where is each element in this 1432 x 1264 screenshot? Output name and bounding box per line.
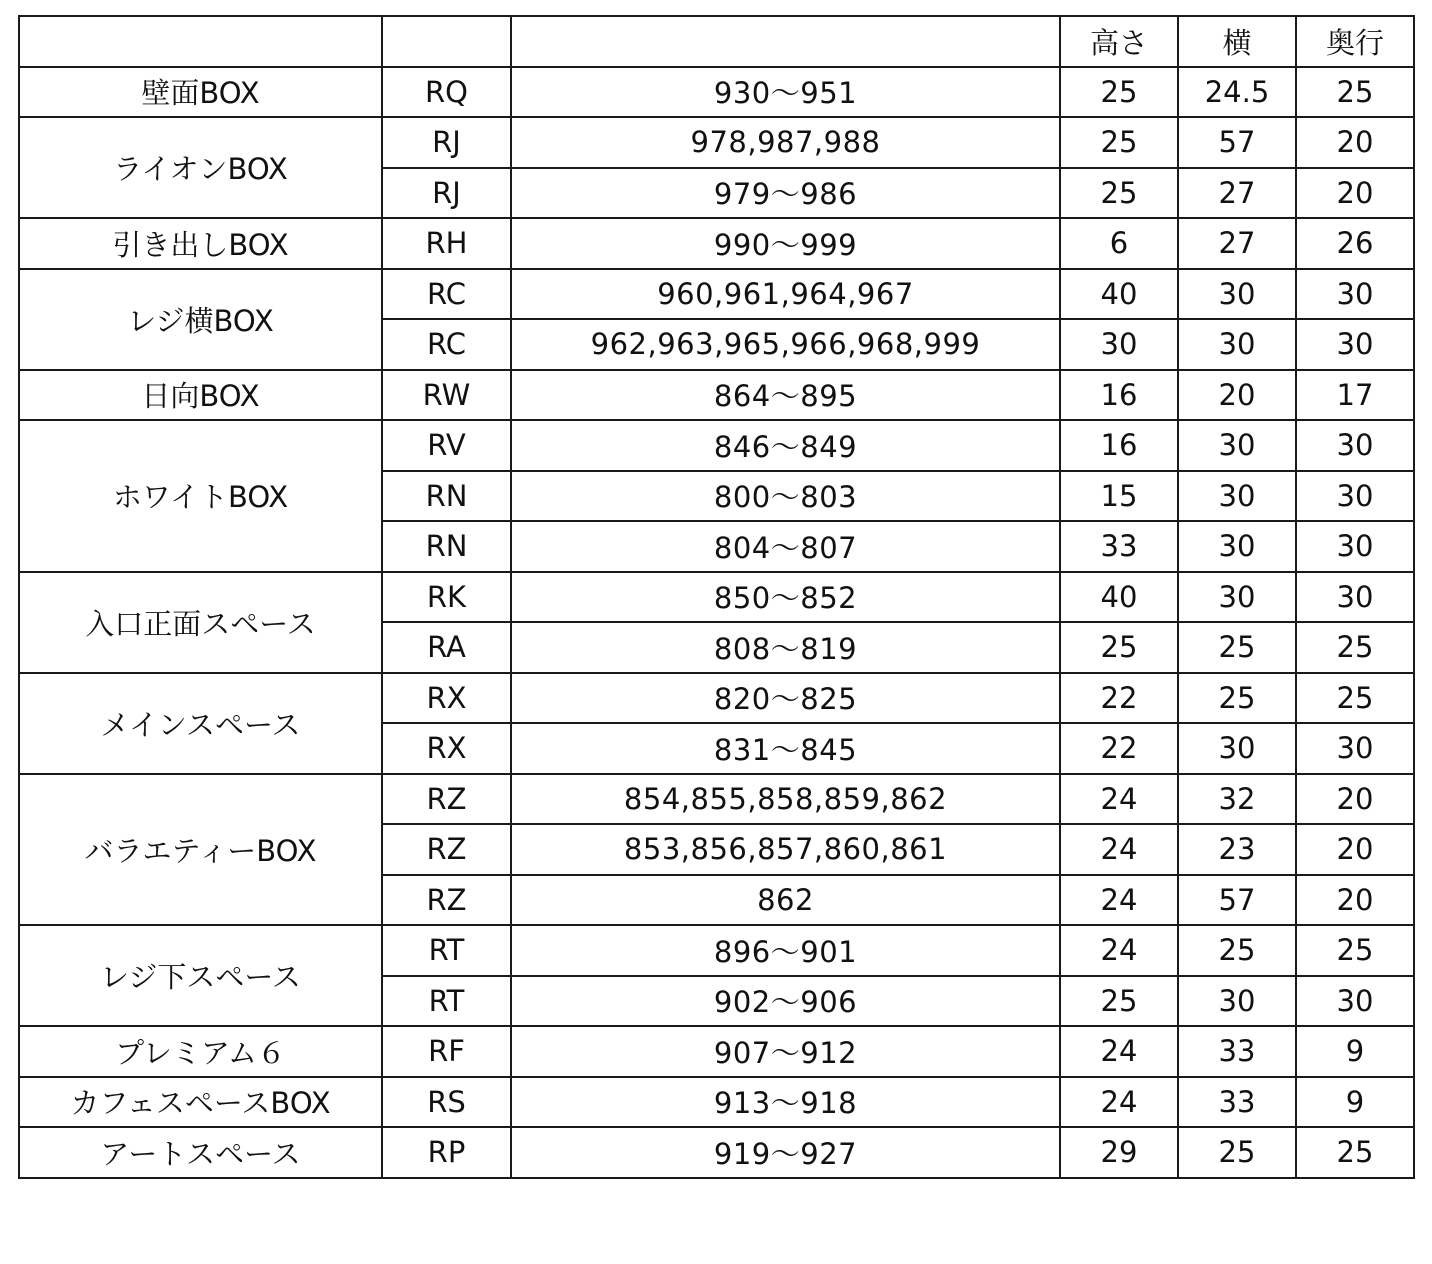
- width-cell: 27: [1178, 218, 1296, 269]
- height-cell: 16: [1060, 420, 1178, 471]
- header-width: 横: [1178, 16, 1296, 67]
- width-cell: 24.5: [1178, 67, 1296, 118]
- height-cell: 25: [1060, 622, 1178, 673]
- table-row: [19, 420, 1414, 471]
- code-cell: RW: [382, 370, 511, 421]
- code-cell: RT: [382, 925, 511, 976]
- depth-cell: 20: [1296, 875, 1414, 926]
- height-cell: 15: [1060, 471, 1178, 522]
- code-cell: RA: [382, 622, 511, 673]
- code-cell: RH: [382, 218, 511, 269]
- table-row: [19, 67, 1414, 118]
- code-cell: RS: [382, 1077, 511, 1128]
- depth-cell: 9: [1296, 1077, 1414, 1128]
- numbers-cell: 862: [511, 875, 1060, 926]
- depth-cell: 20: [1296, 774, 1414, 825]
- depth-cell: 25: [1296, 673, 1414, 724]
- height-cell: 24: [1060, 1026, 1178, 1077]
- numbers-cell: 907〜912: [511, 1026, 1060, 1077]
- numbers-cell: 804〜807: [511, 521, 1060, 572]
- depth-cell: 25: [1296, 1127, 1414, 1178]
- depth-cell: 30: [1296, 723, 1414, 774]
- width-cell: 20: [1178, 370, 1296, 421]
- table-row: [19, 370, 1414, 421]
- header-row: [19, 16, 1414, 67]
- code-cell: RV: [382, 420, 511, 471]
- numbers-cell: 978,987,988: [511, 117, 1060, 168]
- table-row: [19, 218, 1414, 269]
- code-cell: RC: [382, 269, 511, 320]
- numbers-cell: 850〜852: [511, 572, 1060, 623]
- area-name-cell: アートスペース: [19, 1127, 382, 1178]
- code-cell: RF: [382, 1026, 511, 1077]
- numbers-cell: 800〜803: [511, 471, 1060, 522]
- header-height: 高さ: [1060, 16, 1178, 67]
- height-cell: 30: [1060, 319, 1178, 370]
- code-cell: RX: [382, 673, 511, 724]
- depth-cell: 25: [1296, 622, 1414, 673]
- code-cell: RZ: [382, 824, 511, 875]
- depth-cell: 17: [1296, 370, 1414, 421]
- depth-cell: 30: [1296, 471, 1414, 522]
- numbers-cell: 979〜986: [511, 168, 1060, 219]
- width-cell: 30: [1178, 269, 1296, 320]
- area-name-cell: バラエティーBOX: [19, 774, 382, 926]
- width-cell: 33: [1178, 1026, 1296, 1077]
- width-cell: 30: [1178, 471, 1296, 522]
- numbers-cell: 831〜845: [511, 723, 1060, 774]
- numbers-cell: 853,856,857,860,861: [511, 824, 1060, 875]
- numbers-cell: 854,855,858,859,862: [511, 774, 1060, 825]
- depth-cell: 30: [1296, 420, 1414, 471]
- numbers-cell: 864〜895: [511, 370, 1060, 421]
- header-depth: 奥行: [1296, 16, 1414, 67]
- width-cell: 30: [1178, 723, 1296, 774]
- area-name-cell: カフェスペースBOX: [19, 1077, 382, 1128]
- table-row: [19, 774, 1414, 825]
- numbers-cell: 990〜999: [511, 218, 1060, 269]
- height-cell: 40: [1060, 572, 1178, 623]
- height-cell: 25: [1060, 67, 1178, 118]
- height-cell: 25: [1060, 976, 1178, 1027]
- width-cell: 23: [1178, 824, 1296, 875]
- width-cell: 30: [1178, 521, 1296, 572]
- height-cell: 22: [1060, 723, 1178, 774]
- height-cell: 22: [1060, 673, 1178, 724]
- area-name-cell: レジ横BOX: [19, 269, 382, 370]
- code-cell: RQ: [382, 67, 511, 118]
- depth-cell: 9: [1296, 1026, 1414, 1077]
- width-cell: 25: [1178, 925, 1296, 976]
- code-cell: RN: [382, 521, 511, 572]
- code-cell: RP: [382, 1127, 511, 1178]
- depth-cell: 25: [1296, 925, 1414, 976]
- table-row: [19, 1077, 1414, 1128]
- code-cell: RZ: [382, 774, 511, 825]
- height-cell: 6: [1060, 218, 1178, 269]
- numbers-cell: 808〜819: [511, 622, 1060, 673]
- code-cell: RZ: [382, 875, 511, 926]
- area-name-cell: プレミアム６: [19, 1026, 382, 1077]
- height-cell: 24: [1060, 875, 1178, 926]
- table-row: [19, 673, 1414, 724]
- header-code: [382, 16, 511, 67]
- width-cell: 27: [1178, 168, 1296, 219]
- area-name-cell: ホワイトBOX: [19, 420, 382, 572]
- area-name-cell: ライオンBOX: [19, 117, 382, 218]
- table-row: [19, 925, 1414, 976]
- code-cell: RN: [382, 471, 511, 522]
- depth-cell: 26: [1296, 218, 1414, 269]
- numbers-cell: 960,961,964,967: [511, 269, 1060, 320]
- height-cell: 24: [1060, 1077, 1178, 1128]
- table-row: [19, 269, 1414, 320]
- height-cell: 16: [1060, 370, 1178, 421]
- area-name-cell: 壁面BOX: [19, 67, 382, 118]
- numbers-cell: 962,963,965,966,968,999: [511, 319, 1060, 370]
- height-cell: 24: [1060, 925, 1178, 976]
- table-body: [19, 67, 1414, 1178]
- height-cell: 25: [1060, 168, 1178, 219]
- depth-cell: 30: [1296, 572, 1414, 623]
- code-cell: RJ: [382, 168, 511, 219]
- numbers-cell: 919〜927: [511, 1127, 1060, 1178]
- depth-cell: 30: [1296, 319, 1414, 370]
- height-cell: 40: [1060, 269, 1178, 320]
- depth-cell: 30: [1296, 269, 1414, 320]
- table-row: [19, 1127, 1414, 1178]
- depth-cell: 25: [1296, 67, 1414, 118]
- width-cell: 30: [1178, 420, 1296, 471]
- height-cell: 24: [1060, 824, 1178, 875]
- code-cell: RT: [382, 976, 511, 1027]
- code-cell: RK: [382, 572, 511, 623]
- header-numbers: [511, 16, 1060, 67]
- height-cell: 24: [1060, 774, 1178, 825]
- height-cell: 29: [1060, 1127, 1178, 1178]
- depth-cell: 20: [1296, 117, 1414, 168]
- depth-cell: 30: [1296, 521, 1414, 572]
- area-name-cell: 日向BOX: [19, 370, 382, 421]
- numbers-cell: 820〜825: [511, 673, 1060, 724]
- width-cell: 30: [1178, 976, 1296, 1027]
- depth-cell: 30: [1296, 976, 1414, 1027]
- area-name-cell: 入口正面スペース: [19, 572, 382, 673]
- numbers-cell: 846〜849: [511, 420, 1060, 471]
- numbers-cell: 913〜918: [511, 1077, 1060, 1128]
- depth-cell: 20: [1296, 824, 1414, 875]
- width-cell: 30: [1178, 572, 1296, 623]
- code-cell: RX: [382, 723, 511, 774]
- width-cell: 57: [1178, 875, 1296, 926]
- box-size-table: [18, 15, 1415, 1179]
- area-name-cell: レジ下スペース: [19, 925, 382, 1026]
- height-cell: 33: [1060, 521, 1178, 572]
- width-cell: 33: [1178, 1077, 1296, 1128]
- numbers-cell: 896〜901: [511, 925, 1060, 976]
- numbers-cell: 902〜906: [511, 976, 1060, 1027]
- width-cell: 30: [1178, 319, 1296, 370]
- area-name-cell: メインスペース: [19, 673, 382, 774]
- table-row: [19, 117, 1414, 168]
- width-cell: 57: [1178, 117, 1296, 168]
- height-cell: 25: [1060, 117, 1178, 168]
- table-row: [19, 1026, 1414, 1077]
- code-cell: RJ: [382, 117, 511, 168]
- width-cell: 25: [1178, 673, 1296, 724]
- numbers-cell: 930〜951: [511, 67, 1060, 118]
- width-cell: 25: [1178, 1127, 1296, 1178]
- table-row: [19, 572, 1414, 623]
- header-area: [19, 16, 382, 67]
- width-cell: 25: [1178, 622, 1296, 673]
- width-cell: 32: [1178, 774, 1296, 825]
- area-name-cell: 引き出しBOX: [19, 218, 382, 269]
- code-cell: RC: [382, 319, 511, 370]
- depth-cell: 20: [1296, 168, 1414, 219]
